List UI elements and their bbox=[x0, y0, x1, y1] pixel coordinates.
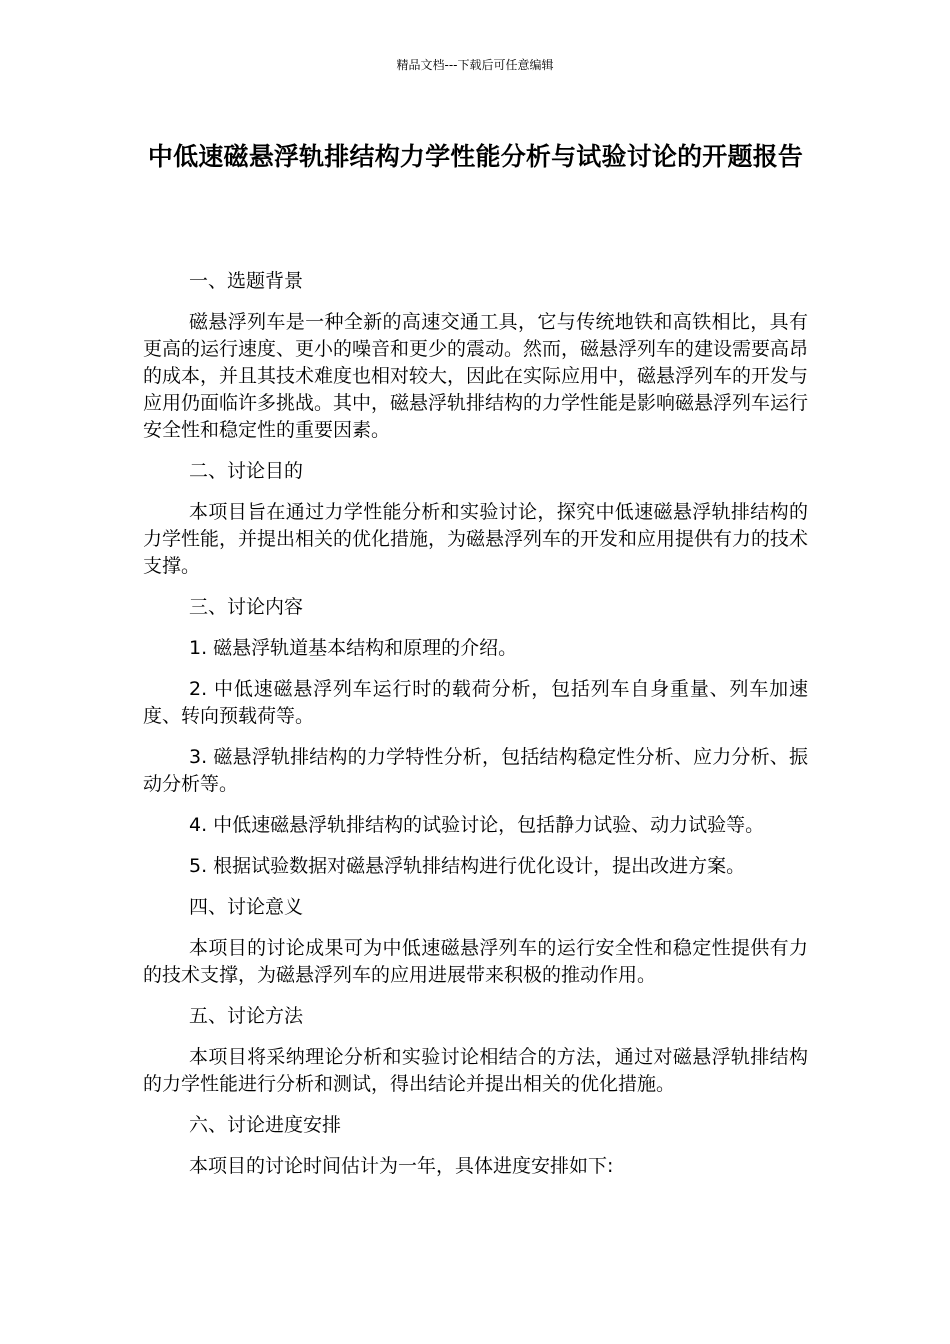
section-text-background: 磁悬浮列车是一种全新的高速交通工具，它与传统地铁和高铁相比，具有更高的运行速度、更小的噪音和更少的震动。然而，磁悬浮列车的建设需要高昂的成本，并且其技术难度也相对较大，因此在实际应用中，磁悬浮列车的开发与应用仍面临许多挑战。其中，磁悬浮轨排结构的力学性能是影响磁悬浮列车运行安全性和稳定性的重要因素。 bbox=[143, 311, 809, 441]
section-heading-content: 三、讨论内容 bbox=[189, 596, 304, 618]
section-heading-meaning: 四、讨论意义 bbox=[189, 896, 304, 918]
content-item-3: 3. 磁悬浮轨排结构的力学特性分析，包括结构稳定性分析、应力分析、振动分析等。 bbox=[143, 746, 808, 795]
section-text-goal: 本项目旨在通过力学性能分析和实验讨论，探究中低速磁悬浮轨排结构的力学性能，并提出相关的优化措施，为磁悬浮列车的开发和应用提供有力的技术支撑。 bbox=[143, 501, 809, 577]
content-item-4: 4. 中低速磁悬浮轨排结构的试验讨论，包括静力试验、动力试验等。 bbox=[189, 814, 765, 836]
section-heading-background: 一、选题背景 bbox=[189, 270, 304, 292]
section-heading-method: 五、讨论方法 bbox=[189, 1005, 304, 1027]
content-item-5: 5. 根据试验数据对磁悬浮轨排结构进行优化设计，提出改进方案。 bbox=[189, 855, 746, 877]
content-item-1: 1. 磁悬浮轨道基本结构和原理的介绍。 bbox=[189, 637, 518, 659]
section-text-method: 本项目将采纳理论分析和实验讨论相结合的方法，通过对磁悬浮轨排结构的力学性能进行分析和测试，得出结论并提出相关的优化措施。 bbox=[143, 1046, 808, 1095]
section-heading-goal: 二、讨论目的 bbox=[189, 460, 304, 482]
content-item-2: 2. 中低速磁悬浮列车运行时的载荷分析，包括列车自身重量、列车加速度、转向预载荷等。 bbox=[143, 678, 808, 727]
document-title: 中低速磁悬浮轨排结构力学性能分析与试验讨论的开题报告 bbox=[147, 142, 804, 171]
section-heading-schedule: 六、讨论进度安排 bbox=[189, 1114, 342, 1136]
header-note: 精品文档---下载后可任意编辑 bbox=[396, 58, 554, 72]
section-text-schedule: 本项目的讨论时间估计为一年，具体进度安排如下: bbox=[189, 1155, 614, 1177]
document-body bbox=[143, 268, 808, 1194]
section-text-meaning: 本项目的讨论成果可为中低速磁悬浮列车的运行安全性和稳定性提供有力的技术支撑，为磁悬浮列车的应用进展带来积极的推动作用。 bbox=[143, 937, 808, 986]
